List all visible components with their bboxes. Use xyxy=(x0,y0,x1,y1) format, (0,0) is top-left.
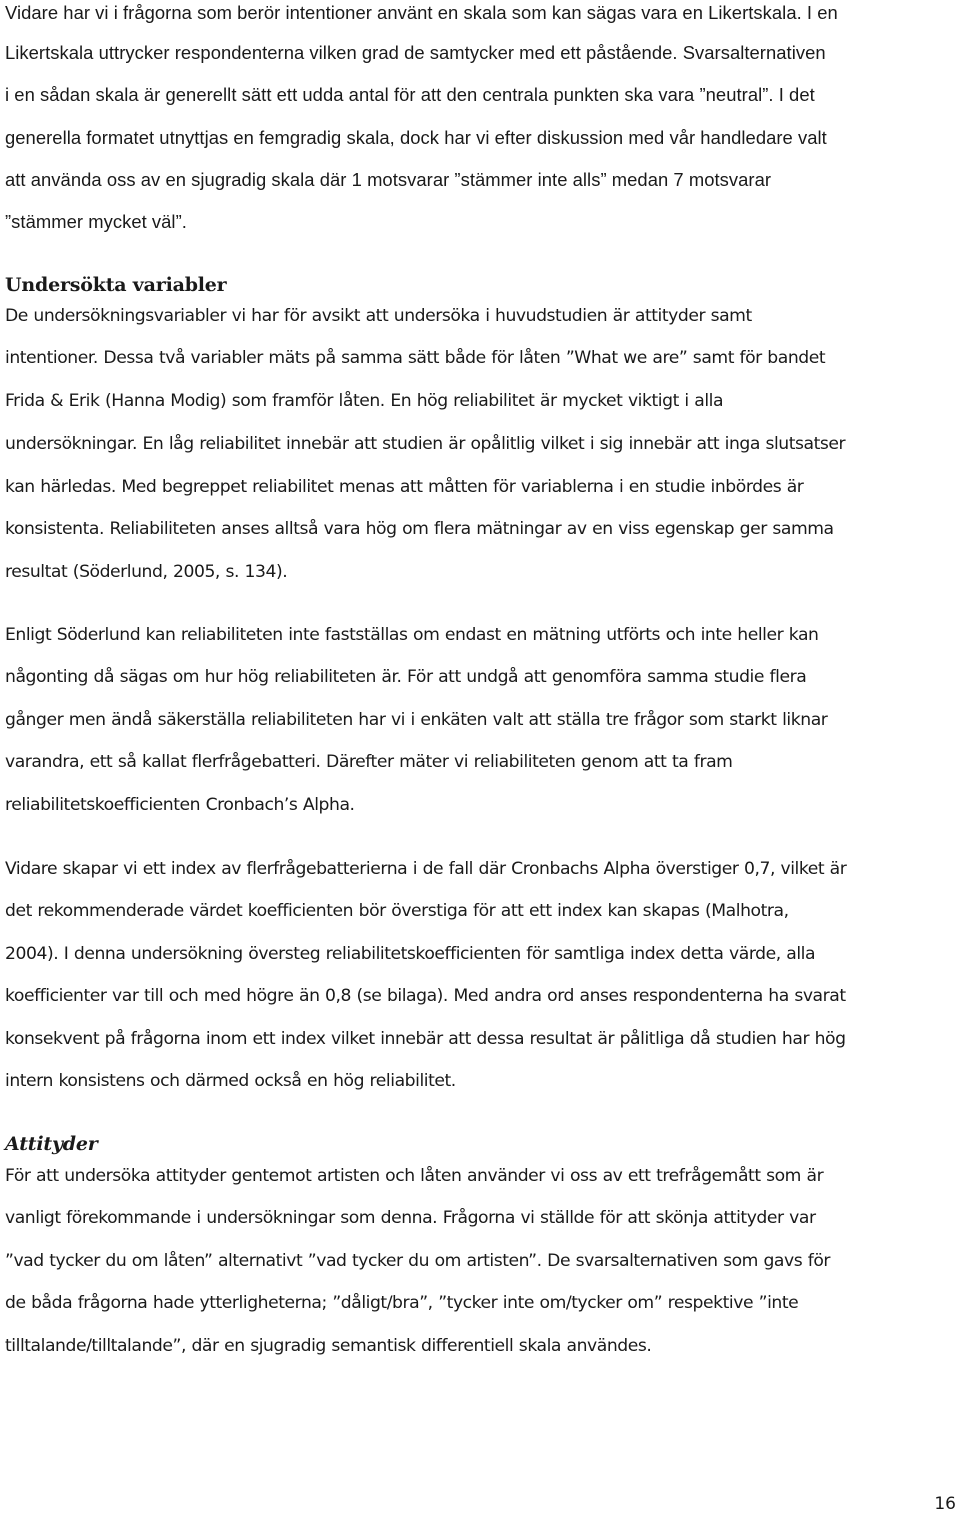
attityder-line-3: ”vad tycker du om låten” alternativt ”vad tycker du om artisten”. De svarsalternativen som gavs för xyxy=(5,1251,831,1271)
intro-line-2: Likertskala uttrycker respondenterna vilken grad de samtycker med ett påstående. Svarsalternativen xyxy=(5,42,826,63)
intro-line-6: ”stämmer mycket väl”. xyxy=(5,211,187,232)
attityder-line-1: För att undersöka attityder gentemot artisten och låten använder vi oss av ett trefrågemått som är xyxy=(5,1166,824,1186)
variabler-line-4: undersökningar. En låg reliabilitet innebär att studien är opålitlig vilket i sig innebär att inga slutsatser xyxy=(5,434,846,454)
page-number: 16 xyxy=(934,1494,956,1514)
variabler-line-5: kan härledas. Med begreppet reliabilitet menas att måtten för variablerna i en studie inbördes är xyxy=(5,477,804,497)
attityder-line-4: de båda frågorna hade ytterligheterna; ”dåligt/bra”, ”tycker inte om/tycker om” respektive ”inte xyxy=(5,1293,799,1313)
reliability-line-5: reliabilitetskoefficienten Cronbach’s Alpha. xyxy=(5,795,355,815)
index-line-6: intern konsistens och därmed också en hög reliabilitet. xyxy=(5,1071,456,1091)
index-line-2: det rekommenderade värdet koefficienten bör överstiga för att ett index kan skapas (Malhotra, xyxy=(5,901,789,921)
variabler-line-3: Frida & Erik (Hanna Modig) som framför låten. En hög reliabilitet är mycket viktigt i alla xyxy=(5,391,724,411)
variabler-line-1: De undersökningsvariabler vi har för avsikt att undersöka i huvudstudien är attityder samt xyxy=(5,306,752,326)
attityder-line-5: tilltalande/tilltalande”, där en sjugradig semantisk differentiell skala användes. xyxy=(5,1336,652,1356)
index-line-4: koefficienter var till och med högre än 0,8 (se bilaga). Med andra ord anses respondenterna ha svarat xyxy=(5,986,846,1006)
attityder-line-2: vanligt förekommande i undersökningar som denna. Frågorna vi ställde för att skönja attityder var xyxy=(5,1208,816,1228)
reliability-line-1: Enligt Söderlund kan reliabiliteten inte fastställas om endast en mätning utförts och inte heller kan xyxy=(5,625,819,645)
variabler-line-6: konsistenta. Reliabiliteten anses alltså vara hög om flera mätningar av en viss egenskap ger samma xyxy=(5,519,834,539)
section-heading-attityder: Attityder xyxy=(5,1133,98,1155)
intro-line-1: Vidare har vi i frågorna som berör intentioner använt en skala som kan sägas vara en Likertskala. I en xyxy=(5,2,838,23)
section-heading-variabler: Undersökta variabler xyxy=(5,274,227,296)
intro-line-4: generella formatet utnyttjas en femgradig skala, dock har vi efter diskussion med vår handledare valt xyxy=(5,127,827,148)
index-line-3: 2004). I denna undersökning översteg reliabilitetskoefficienten för samtliga index detta värde, alla xyxy=(5,944,816,964)
intro-line-3: i en sådan skala är generellt sätt ett udda antal för att den centrala punkten ska vara ”neutral”. I det xyxy=(5,84,815,105)
index-line-5: konsekvent på frågorna inom ett index vilket innebär att dessa resultat är pålitliga då studien har hög xyxy=(5,1029,846,1049)
reliability-line-3: gånger men ändå säkerställa reliabiliteten har vi i enkäten valt att ställa tre frågor som starkt liknar xyxy=(5,710,828,730)
reliability-line-2: någonting då sägas om hur hög reliabiliteten är. För att undgå att genomföra samma studie flera xyxy=(5,667,807,687)
index-line-1: Vidare skapar vi ett index av flerfrågebatterierna i de fall där Cronbachs Alpha överstiger 0,7, vilket är xyxy=(5,859,847,879)
reliability-line-4: varandra, ett så kallat flerfrågebatteri. Därefter mäter vi reliabiliteten genom att ta fram xyxy=(5,752,733,772)
variabler-line-7: resultat (Söderlund, 2005, s. 134). xyxy=(5,562,288,582)
variabler-line-2: intentioner. Dessa två variabler mäts på samma sätt både för låten ”What we are” samt för bandet xyxy=(5,348,826,368)
intro-line-5: att använda oss av en sjugradig skala där 1 motsvarar ”stämmer inte alls” medan 7 motsvarar xyxy=(5,169,772,190)
